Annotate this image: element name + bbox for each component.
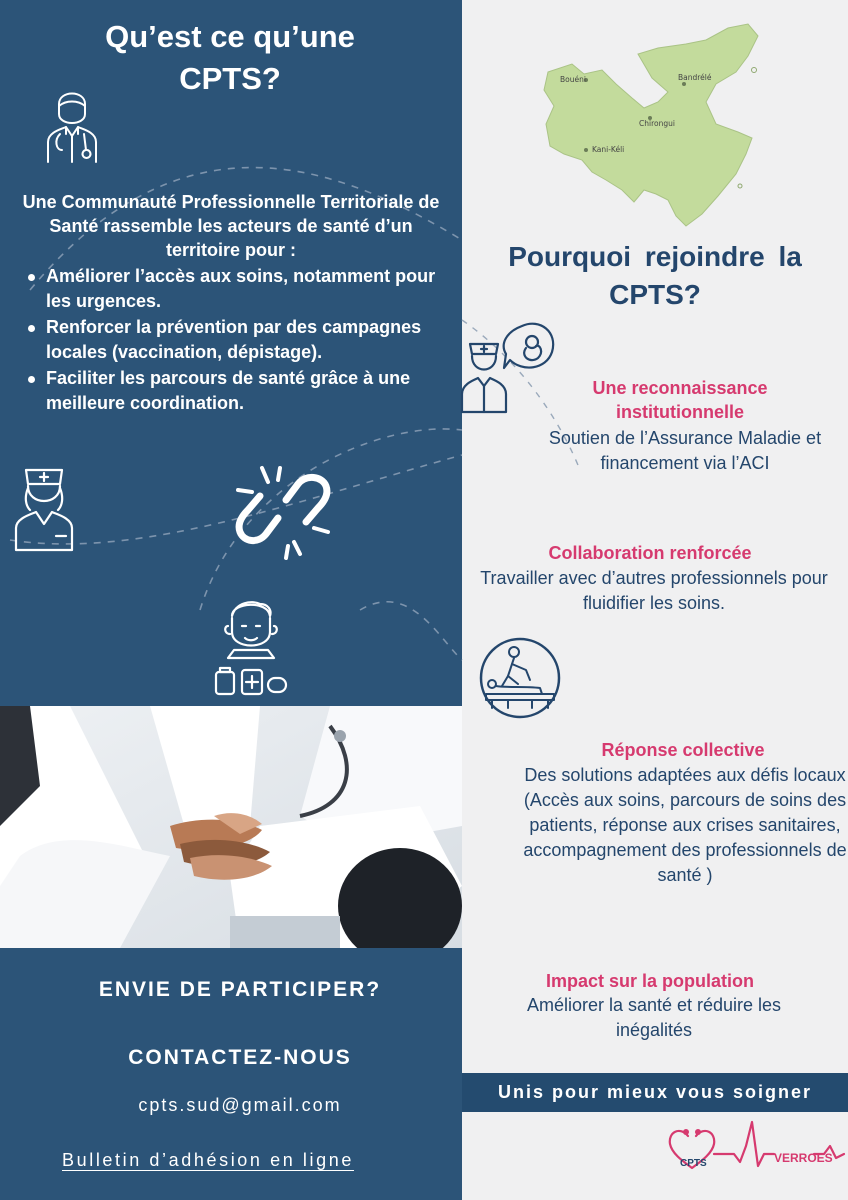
contact-email[interactable]: cpts.sud@gmail.com xyxy=(138,1095,342,1115)
logo-verroes-text: VERROES xyxy=(774,1151,833,1165)
nurse-icon xyxy=(12,466,76,552)
participate-heading: ENVIE DE PARTICIPER? xyxy=(98,978,382,1001)
heartbeat-icon xyxy=(664,1118,848,1182)
section-title-impact: Impact sur la population xyxy=(545,971,755,991)
nurse-pregnancy-icon xyxy=(460,318,560,414)
logo-cpts-text: CPTS xyxy=(680,1158,707,1169)
section-body-recognition: Soutien de l’Assurance Maladie et financement via l’ACI xyxy=(548,428,822,473)
section-body-impact: Améliorer la santé et réduire les inégalités xyxy=(526,995,782,1040)
map-label-chirongui: Chirongui xyxy=(639,119,675,128)
cpts-intro: Une Communauté Professionnelle Territoriale de Santé rassemble les acteurs de santé d’un territoire pour : xyxy=(22,192,440,260)
territory-map xyxy=(540,14,780,234)
map-label-kani-keli: Kani-Kéli xyxy=(592,145,625,154)
list-item: Renforcer la prévention par des campagnes locales (vaccination, dépistage). xyxy=(26,315,442,365)
doctor-icon xyxy=(42,84,102,164)
section-title-recognition: Une reconnaissance institutionnelle xyxy=(592,378,768,422)
section-title-collaboration: Collaboration renforcée xyxy=(548,543,752,563)
broken-link-icon xyxy=(230,462,342,562)
section-body-collective: Des solutions adaptées aux défis locaux (Accès aux soins, parcours de soins des patients, réponse aux crises sanitaires, accompagnement des professionnels de santé ) xyxy=(523,765,847,885)
slogan-banner: Unis pour mieux vous soigner xyxy=(462,1073,848,1112)
why-join-heading: Pourquoi rejoindre la CPTS? xyxy=(508,241,802,310)
page-title: Qu’est ce qu’une CPTS? xyxy=(105,19,355,96)
physiotherapy-icon xyxy=(478,636,562,720)
section-title-collective: Réponse collective xyxy=(601,740,765,760)
contact-heading: CONTACTEZ-NOUS xyxy=(128,1046,352,1069)
cpts-goals-list xyxy=(26,264,442,417)
section-body-collaboration: Travailler avec d’autres professionnels pour fluidifier les soins. xyxy=(480,568,828,613)
team-hands-photo xyxy=(0,706,462,948)
pharmacist-icon xyxy=(212,598,292,698)
list-item: Faciliter les parcours de santé grâce à une meilleure coordination. xyxy=(26,366,442,416)
map-label-boueni: Bouéni xyxy=(560,75,586,84)
map-label-bandrele: Bandrélé xyxy=(678,73,712,82)
list-item: Améliorer l’accès aux soins, notamment pour les urgences. xyxy=(26,264,442,314)
membership-form-link[interactable]: Bulletin d’adhésion en ligne xyxy=(62,1150,354,1170)
